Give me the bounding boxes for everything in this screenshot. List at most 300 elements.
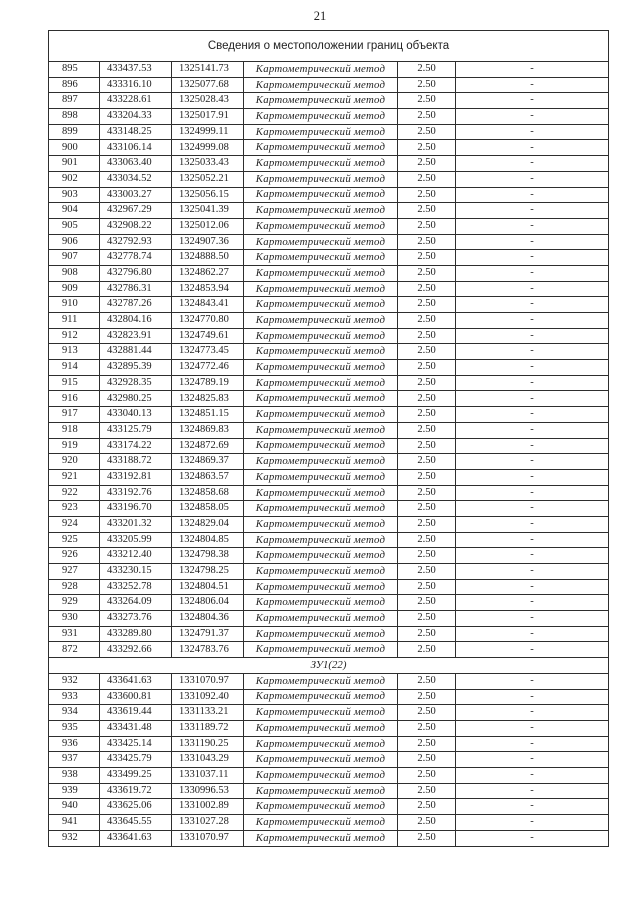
cell-x-coordinate: 433619.44 — [100, 705, 172, 720]
table-row — [49, 470, 608, 486]
table-row — [49, 752, 608, 768]
cell-method: Картометрический метод — [244, 548, 398, 563]
boundary-coordinates-table — [48, 30, 609, 847]
cell-method: Картометрический метод — [244, 831, 398, 847]
cell-x-coordinate: 433040.13 — [100, 407, 172, 422]
cell-x-coordinate: 433230.15 — [100, 564, 172, 579]
cell-method: Картометрический метод — [244, 580, 398, 595]
table-title: Сведения о местоположении границ объекта — [49, 31, 608, 62]
cell-y-coordinate: 1331133.21 — [172, 705, 244, 720]
cell-note: - — [530, 345, 534, 357]
table-row — [49, 344, 608, 360]
cell-x-coordinate: 433003.27 — [100, 188, 172, 203]
cell-note: - — [530, 800, 534, 812]
cell-point-number: 923 — [49, 501, 100, 516]
cell-x-coordinate: 433106.14 — [100, 140, 172, 155]
cell-note: - — [530, 580, 534, 592]
cell-point-number: 938 — [49, 768, 100, 783]
cell-method: Картометрический метод — [244, 188, 398, 203]
cell-method: Картометрический метод — [244, 611, 398, 626]
cell-point-number: 897 — [49, 93, 100, 108]
table-row — [49, 313, 608, 329]
cell-accuracy: 2.50 — [398, 439, 456, 454]
cell-y-coordinate: 1324770.80 — [172, 313, 244, 328]
cell-accuracy: 2.50 — [398, 627, 456, 642]
cell-x-coordinate: 433034.52 — [100, 172, 172, 187]
cell-point-number: 901 — [49, 156, 100, 171]
table-row — [49, 140, 608, 156]
table-row — [49, 815, 608, 831]
table-row — [49, 423, 608, 439]
cell-accuracy: 2.50 — [398, 360, 456, 375]
cell-note: - — [530, 376, 534, 388]
cell-x-coordinate: 433499.25 — [100, 768, 172, 783]
cell-point-number: 935 — [49, 721, 100, 736]
table-row — [49, 282, 608, 298]
cell-method: Картометрический метод — [244, 156, 398, 171]
section-row-label: ЗУ1(22) — [49, 658, 608, 674]
cell-x-coordinate: 433264.09 — [100, 595, 172, 610]
cell-y-coordinate: 1324825.83 — [172, 391, 244, 406]
cell-point-number: 918 — [49, 423, 100, 438]
cell-point-number: 912 — [49, 329, 100, 344]
cell-x-coordinate: 433148.25 — [100, 125, 172, 140]
cell-note: - — [530, 251, 534, 263]
cell-y-coordinate: 1324869.83 — [172, 423, 244, 438]
cell-note: - — [530, 455, 534, 467]
cell-note: - — [530, 706, 534, 718]
table-row — [49, 297, 608, 313]
table-row — [49, 93, 608, 109]
cell-note: - — [530, 753, 534, 765]
cell-point-number: 913 — [49, 344, 100, 359]
cell-x-coordinate: 433292.66 — [100, 642, 172, 657]
cell-accuracy: 2.50 — [398, 784, 456, 799]
cell-y-coordinate: 1324804.36 — [172, 611, 244, 626]
table-row — [49, 188, 608, 204]
cell-accuracy: 2.50 — [398, 62, 456, 77]
cell-x-coordinate: 432786.31 — [100, 282, 172, 297]
cell-y-coordinate: 1324999.11 — [172, 125, 244, 140]
cell-y-coordinate: 1324773.45 — [172, 344, 244, 359]
cell-y-coordinate: 1331043.29 — [172, 752, 244, 767]
cell-note: - — [530, 392, 534, 404]
cell-y-coordinate: 1325028.43 — [172, 93, 244, 108]
table-row — [49, 831, 608, 847]
cell-x-coordinate: 433201.32 — [100, 517, 172, 532]
cell-point-number: 933 — [49, 690, 100, 705]
cell-x-coordinate: 432792.93 — [100, 235, 172, 250]
cell-accuracy: 2.50 — [398, 470, 456, 485]
cell-note: - — [530, 298, 534, 310]
cell-y-coordinate: 1325033.43 — [172, 156, 244, 171]
cell-note: - — [530, 408, 534, 420]
cell-y-coordinate: 1331002.89 — [172, 799, 244, 814]
cell-point-number: 940 — [49, 799, 100, 814]
cell-note: - — [530, 627, 534, 639]
cell-accuracy: 2.50 — [398, 297, 456, 312]
cell-accuracy: 2.50 — [398, 407, 456, 422]
cell-y-coordinate: 1324798.25 — [172, 564, 244, 579]
cell-accuracy: 2.50 — [398, 580, 456, 595]
cell-y-coordinate: 1324858.68 — [172, 486, 244, 501]
cell-note: - — [530, 314, 534, 326]
cell-x-coordinate: 432787.26 — [100, 297, 172, 312]
cell-accuracy: 2.50 — [398, 690, 456, 705]
cell-x-coordinate: 433252.78 — [100, 580, 172, 595]
cell-accuracy: 2.50 — [398, 156, 456, 171]
cell-point-number: 907 — [49, 250, 100, 265]
cell-point-number: 921 — [49, 470, 100, 485]
table-row — [49, 737, 608, 753]
cell-note: - — [530, 518, 534, 530]
cell-method: Картометрический метод — [244, 407, 398, 422]
cell-method: Картометрический метод — [244, 266, 398, 281]
cell-note: - — [530, 188, 534, 200]
cell-accuracy: 2.50 — [398, 501, 456, 516]
cell-point-number: 932 — [49, 674, 100, 689]
cell-method: Картометрический метод — [244, 391, 398, 406]
cell-note: - — [530, 361, 534, 373]
cell-x-coordinate: 433431.48 — [100, 721, 172, 736]
table-row — [49, 439, 608, 455]
cell-y-coordinate: 1324843.41 — [172, 297, 244, 312]
table-row — [49, 360, 608, 376]
cell-x-coordinate: 433641.63 — [100, 674, 172, 689]
cell-note: - — [530, 690, 534, 702]
cell-method: Картометрический метод — [244, 376, 398, 391]
cell-y-coordinate: 1324858.05 — [172, 501, 244, 516]
cell-y-coordinate: 1324863.57 — [172, 470, 244, 485]
table-row — [49, 78, 608, 94]
cell-x-coordinate: 432895.39 — [100, 360, 172, 375]
cell-note: - — [530, 533, 534, 545]
cell-accuracy: 2.50 — [398, 423, 456, 438]
cell-method: Картометрический метод — [244, 721, 398, 736]
cell-note: - — [530, 816, 534, 828]
cell-method: Картометрический метод — [244, 439, 398, 454]
cell-method: Картометрический метод — [244, 62, 398, 77]
cell-y-coordinate: 1331027.28 — [172, 815, 244, 830]
cell-x-coordinate: 433125.79 — [100, 423, 172, 438]
cell-accuracy: 2.50 — [398, 768, 456, 783]
cell-y-coordinate: 1324804.85 — [172, 533, 244, 548]
cell-point-number: 902 — [49, 172, 100, 187]
cell-method: Картометрический метод — [244, 595, 398, 610]
cell-y-coordinate: 1331092.40 — [172, 690, 244, 705]
cell-method: Картометрический метод — [244, 423, 398, 438]
cell-x-coordinate: 433600.81 — [100, 690, 172, 705]
cell-accuracy: 2.50 — [398, 203, 456, 218]
cell-point-number: 919 — [49, 439, 100, 454]
cell-x-coordinate: 433204.33 — [100, 109, 172, 124]
cell-method: Картометрический метод — [244, 564, 398, 579]
cell-method: Картометрический метод — [244, 705, 398, 720]
cell-method: Картометрический метод — [244, 737, 398, 752]
cell-accuracy: 2.50 — [398, 172, 456, 187]
table-row — [49, 391, 608, 407]
cell-x-coordinate: 433641.63 — [100, 831, 172, 847]
cell-method: Картометрический метод — [244, 768, 398, 783]
table-row — [49, 376, 608, 392]
table-row — [49, 595, 608, 611]
cell-accuracy: 2.50 — [398, 78, 456, 93]
table-row — [49, 642, 608, 658]
cell-accuracy: 2.50 — [398, 737, 456, 752]
cell-note: - — [530, 110, 534, 122]
table-row — [49, 109, 608, 125]
table-row — [49, 156, 608, 172]
cell-accuracy: 2.50 — [398, 595, 456, 610]
cell-method: Картометрический метод — [244, 784, 398, 799]
cell-accuracy: 2.50 — [398, 548, 456, 563]
cell-x-coordinate: 432823.91 — [100, 329, 172, 344]
table-row — [49, 690, 608, 706]
cell-accuracy: 2.50 — [398, 705, 456, 720]
cell-accuracy: 2.50 — [398, 486, 456, 501]
cell-note: - — [530, 235, 534, 247]
cell-point-number: 937 — [49, 752, 100, 767]
cell-note: - — [530, 486, 534, 498]
cell-x-coordinate: 433273.76 — [100, 611, 172, 626]
cell-point-number: 909 — [49, 282, 100, 297]
cell-point-number: 916 — [49, 391, 100, 406]
cell-y-coordinate: 1330996.53 — [172, 784, 244, 799]
cell-y-coordinate: 1325012.06 — [172, 219, 244, 234]
table-row — [49, 548, 608, 564]
cell-y-coordinate: 1331037.11 — [172, 768, 244, 783]
cell-point-number: 929 — [49, 595, 100, 610]
cell-x-coordinate: 433192.81 — [100, 470, 172, 485]
cell-x-coordinate: 432928.35 — [100, 376, 172, 391]
cell-accuracy: 2.50 — [398, 454, 456, 469]
cell-x-coordinate: 433437.53 — [100, 62, 172, 77]
cell-accuracy: 2.50 — [398, 109, 456, 124]
cell-point-number: 926 — [49, 548, 100, 563]
cell-y-coordinate: 1325056.15 — [172, 188, 244, 203]
cell-note: - — [530, 643, 534, 655]
cell-y-coordinate: 1331070.97 — [172, 831, 244, 847]
table-row — [49, 517, 608, 533]
cell-accuracy: 2.50 — [398, 344, 456, 359]
cell-y-coordinate: 1325141.73 — [172, 62, 244, 77]
cell-method: Картометрический метод — [244, 690, 398, 705]
cell-method: Картометрический метод — [244, 344, 398, 359]
table-row — [49, 501, 608, 517]
cell-accuracy: 2.50 — [398, 250, 456, 265]
table-row — [49, 580, 608, 596]
cell-method: Картометрический метод — [244, 815, 398, 830]
cell-note: - — [530, 769, 534, 781]
cell-x-coordinate: 433425.79 — [100, 752, 172, 767]
cell-note: - — [530, 329, 534, 341]
cell-accuracy: 2.50 — [398, 376, 456, 391]
cell-y-coordinate: 1324999.08 — [172, 140, 244, 155]
cell-point-number: 930 — [49, 611, 100, 626]
cell-note: - — [530, 784, 534, 796]
table-row — [49, 125, 608, 141]
table-row — [49, 611, 608, 627]
cell-point-number: 917 — [49, 407, 100, 422]
cell-y-coordinate: 1325077.68 — [172, 78, 244, 93]
cell-note: - — [530, 674, 534, 686]
cell-y-coordinate: 1324783.76 — [172, 642, 244, 657]
cell-y-coordinate: 1324829.04 — [172, 517, 244, 532]
cell-method: Картометрический метод — [244, 642, 398, 657]
cell-y-coordinate: 1331190.25 — [172, 737, 244, 752]
cell-y-coordinate: 1325041.39 — [172, 203, 244, 218]
cell-point-number: 939 — [49, 784, 100, 799]
cell-point-number: 914 — [49, 360, 100, 375]
cell-y-coordinate: 1324804.51 — [172, 580, 244, 595]
cell-x-coordinate: 433425.14 — [100, 737, 172, 752]
cell-x-coordinate: 433316.10 — [100, 78, 172, 93]
cell-x-coordinate: 433619.72 — [100, 784, 172, 799]
table-row — [49, 486, 608, 502]
cell-note: - — [530, 470, 534, 482]
cell-note: - — [530, 204, 534, 216]
table-row — [49, 203, 608, 219]
cell-note: - — [530, 282, 534, 294]
cell-x-coordinate: 433625.06 — [100, 799, 172, 814]
cell-accuracy: 2.50 — [398, 831, 456, 847]
cell-y-coordinate: 1324907.36 — [172, 235, 244, 250]
cell-accuracy: 2.50 — [398, 799, 456, 814]
table-row — [49, 62, 608, 78]
cell-point-number: 927 — [49, 564, 100, 579]
cell-x-coordinate: 432881.44 — [100, 344, 172, 359]
cell-method: Картометрический метод — [244, 203, 398, 218]
cell-point-number: 900 — [49, 140, 100, 155]
cell-accuracy: 2.50 — [398, 235, 456, 250]
cell-method: Картометрический метод — [244, 360, 398, 375]
cell-x-coordinate: 433205.99 — [100, 533, 172, 548]
cell-point-number: 895 — [49, 62, 100, 77]
cell-accuracy: 2.50 — [398, 329, 456, 344]
table-row — [49, 784, 608, 800]
cell-method: Картометрический метод — [244, 219, 398, 234]
cell-method: Картометрический метод — [244, 533, 398, 548]
table-row — [49, 407, 608, 423]
cell-point-number: 915 — [49, 376, 100, 391]
cell-y-coordinate: 1324806.04 — [172, 595, 244, 610]
cell-y-coordinate: 1325052.21 — [172, 172, 244, 187]
table-row — [49, 329, 608, 345]
cell-y-coordinate: 1325017.91 — [172, 109, 244, 124]
cell-y-coordinate: 1324791.37 — [172, 627, 244, 642]
cell-y-coordinate: 1324872.69 — [172, 439, 244, 454]
cell-point-number: 934 — [49, 705, 100, 720]
cell-method: Картометрический метод — [244, 313, 398, 328]
cell-x-coordinate: 432778.74 — [100, 250, 172, 265]
cell-x-coordinate: 433289.80 — [100, 627, 172, 642]
cell-accuracy: 2.50 — [398, 219, 456, 234]
cell-accuracy: 2.50 — [398, 282, 456, 297]
cell-accuracy: 2.50 — [398, 125, 456, 140]
cell-x-coordinate: 432967.29 — [100, 203, 172, 218]
cell-method: Картометрический метод — [244, 250, 398, 265]
cell-point-number: 872 — [49, 642, 100, 657]
cell-note: - — [530, 721, 534, 733]
table-row — [49, 533, 608, 549]
cell-y-coordinate: 1324772.46 — [172, 360, 244, 375]
cell-y-coordinate: 1324853.94 — [172, 282, 244, 297]
cell-x-coordinate: 433174.22 — [100, 439, 172, 454]
cell-point-number: 911 — [49, 313, 100, 328]
cell-point-number: 936 — [49, 737, 100, 752]
cell-x-coordinate: 432980.25 — [100, 391, 172, 406]
cell-accuracy: 2.50 — [398, 93, 456, 108]
cell-note: - — [530, 157, 534, 169]
cell-method: Картометрический метод — [244, 674, 398, 689]
cell-accuracy: 2.50 — [398, 642, 456, 657]
cell-y-coordinate: 1324851.15 — [172, 407, 244, 422]
cell-accuracy: 2.50 — [398, 266, 456, 281]
cell-accuracy: 2.50 — [398, 517, 456, 532]
cell-note: - — [530, 549, 534, 561]
cell-x-coordinate: 433188.72 — [100, 454, 172, 469]
cell-note: - — [530, 832, 534, 844]
cell-y-coordinate: 1324888.50 — [172, 250, 244, 265]
cell-note: - — [530, 439, 534, 451]
cell-method: Картометрический метод — [244, 125, 398, 140]
cell-method: Картометрический метод — [244, 752, 398, 767]
cell-accuracy: 2.50 — [398, 611, 456, 626]
cell-method: Картометрический метод — [244, 517, 398, 532]
cell-note: - — [530, 63, 534, 75]
cell-point-number: 906 — [49, 235, 100, 250]
table-row — [49, 564, 608, 580]
cell-method: Картометрический метод — [244, 329, 398, 344]
cell-point-number: 910 — [49, 297, 100, 312]
cell-y-coordinate: 1324869.37 — [172, 454, 244, 469]
cell-point-number: 931 — [49, 627, 100, 642]
cell-x-coordinate: 433212.40 — [100, 548, 172, 563]
cell-method: Картометрический метод — [244, 297, 398, 312]
cell-method: Картометрический метод — [244, 172, 398, 187]
table-row — [49, 250, 608, 266]
cell-accuracy: 2.50 — [398, 140, 456, 155]
table-row — [49, 768, 608, 784]
cell-note: - — [530, 267, 534, 279]
cell-note: - — [530, 219, 534, 231]
cell-note: - — [530, 612, 534, 624]
cell-accuracy: 2.50 — [398, 752, 456, 767]
cell-accuracy: 2.50 — [398, 815, 456, 830]
cell-point-number: 898 — [49, 109, 100, 124]
cell-x-coordinate: 432908.22 — [100, 219, 172, 234]
cell-point-number: 903 — [49, 188, 100, 203]
cell-note: - — [530, 596, 534, 608]
cell-x-coordinate: 433196.70 — [100, 501, 172, 516]
cell-x-coordinate: 433645.55 — [100, 815, 172, 830]
cell-method: Картометрический метод — [244, 454, 398, 469]
table-row — [49, 219, 608, 235]
table-row — [49, 454, 608, 470]
table-row — [49, 705, 608, 721]
cell-point-number: 922 — [49, 486, 100, 501]
cell-method: Картометрический метод — [244, 282, 398, 297]
cell-point-number: 904 — [49, 203, 100, 218]
cell-note: - — [530, 141, 534, 153]
cell-accuracy: 2.50 — [398, 721, 456, 736]
cell-point-number: 899 — [49, 125, 100, 140]
table-row — [49, 627, 608, 643]
table-row — [49, 674, 608, 690]
cell-method: Картометрический метод — [244, 627, 398, 642]
cell-method: Картометрический метод — [244, 93, 398, 108]
cell-accuracy: 2.50 — [398, 313, 456, 328]
